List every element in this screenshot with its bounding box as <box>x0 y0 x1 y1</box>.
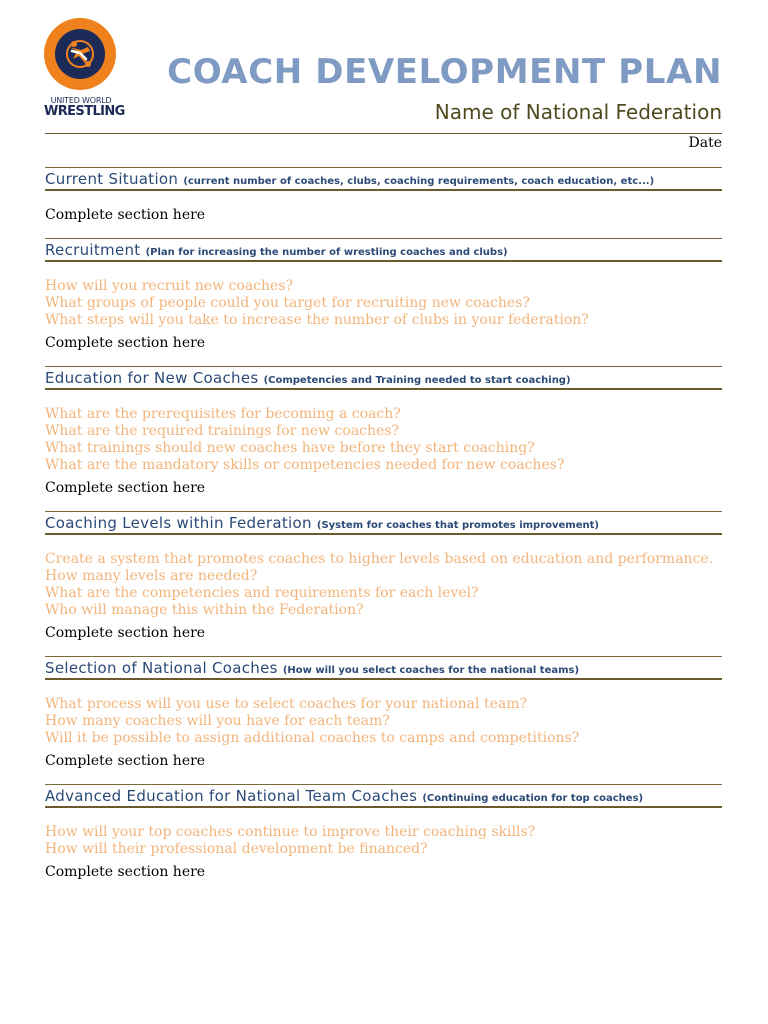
section <box>45 656 722 770</box>
section-title: Education for New Coaches <box>45 369 259 387</box>
prompt-question: What are the competencies and requirements for each level? <box>45 585 479 601</box>
section <box>45 167 722 224</box>
section-title: Recruitment <box>45 241 141 259</box>
section-heading <box>45 366 722 390</box>
prompt-question: How will their professional development be financed? <box>45 841 428 857</box>
section-placeholder-text[interactable]: Complete section here <box>45 625 206 641</box>
prompt-question: What are the required trainings for new coaches? <box>45 423 399 439</box>
logo-text-line1: UNITED WORLD <box>50 96 112 105</box>
section-note: (Continuing education for top coaches) <box>422 793 644 804</box>
plan-sections <box>45 167 722 895</box>
prompt-question: Who will manage this within the Federation? <box>45 602 364 618</box>
section-title: Current Situation <box>45 170 179 188</box>
section-heading <box>45 238 722 262</box>
uww-logo <box>44 18 125 119</box>
prompt-question: Will it be possible to assign additional coaches to camps and competitions? <box>45 730 580 746</box>
section-prompts <box>45 278 722 329</box>
section-placeholder-text[interactable]: Complete section here <box>45 753 206 769</box>
prompt-question: What groups of people could you target for recruiting new coaches? <box>45 295 530 311</box>
document-title: COACH DEVELOPMENT PLAN <box>167 52 722 92</box>
section-prompts <box>45 696 722 747</box>
prompt-question: How many coaches will you have for each team? <box>45 713 390 729</box>
prompt-question: What process will you use to select coaches for your national team? <box>45 696 527 712</box>
section-note: (current number of coaches, clubs, coaching requirements, coach education, etc...) <box>183 176 655 187</box>
section-placeholder-text[interactable]: Complete section here <box>45 207 206 223</box>
section <box>45 511 722 642</box>
section-note: (Competencies and Training needed to start coaching) <box>263 375 571 386</box>
section-title: Advanced Education for National Team Coaches <box>45 787 418 805</box>
date-label: Date <box>688 135 722 151</box>
section-title: Coaching Levels within Federation <box>45 514 312 532</box>
prompt-question: What are the mandatory skills or competencies needed for new coaches? <box>45 457 565 473</box>
federation-name: Name of National Federation <box>434 100 722 124</box>
section-heading <box>45 656 722 680</box>
section-placeholder-text[interactable]: Complete section here <box>45 335 206 351</box>
section-title: Selection of National Coaches <box>45 659 278 677</box>
section-heading <box>45 784 722 808</box>
section <box>45 238 722 352</box>
section-note: (System for coaches that promotes improvement) <box>316 520 599 531</box>
section-heading <box>45 167 722 191</box>
section-placeholder-text[interactable]: Complete section here <box>45 864 206 880</box>
prompt-question: What are the prerequisites for becoming a coach? <box>45 406 401 422</box>
prompt-question: How many levels are needed? <box>45 568 258 584</box>
prompt-question: What steps will you take to increase the number of clubs in your federation? <box>45 312 589 328</box>
logo-text-line2: WRESTLING <box>44 104 125 119</box>
section-prompts <box>45 551 722 619</box>
wrestlers-icon <box>55 29 105 79</box>
section-note: (How will you select coaches for the national teams) <box>282 665 580 676</box>
prompt-question: How will you recruit new coaches? <box>45 278 294 294</box>
section-prompts <box>45 824 722 858</box>
header-divider <box>45 133 722 134</box>
section <box>45 366 722 497</box>
section <box>45 784 722 881</box>
prompt-question: Create a system that promotes coaches to higher levels based on education and performance. <box>45 551 714 567</box>
logo-emblem-icon <box>44 18 116 90</box>
section-heading <box>45 511 722 535</box>
section-prompts <box>45 406 722 474</box>
prompt-question: How will your top coaches continue to improve their coaching skills? <box>45 824 536 840</box>
prompt-question: What trainings should new coaches have before they start coaching? <box>45 440 535 456</box>
section-note: (Plan for increasing the number of wrestling coaches and clubs) <box>145 247 508 258</box>
section-placeholder-text[interactable]: Complete section here <box>45 480 206 496</box>
